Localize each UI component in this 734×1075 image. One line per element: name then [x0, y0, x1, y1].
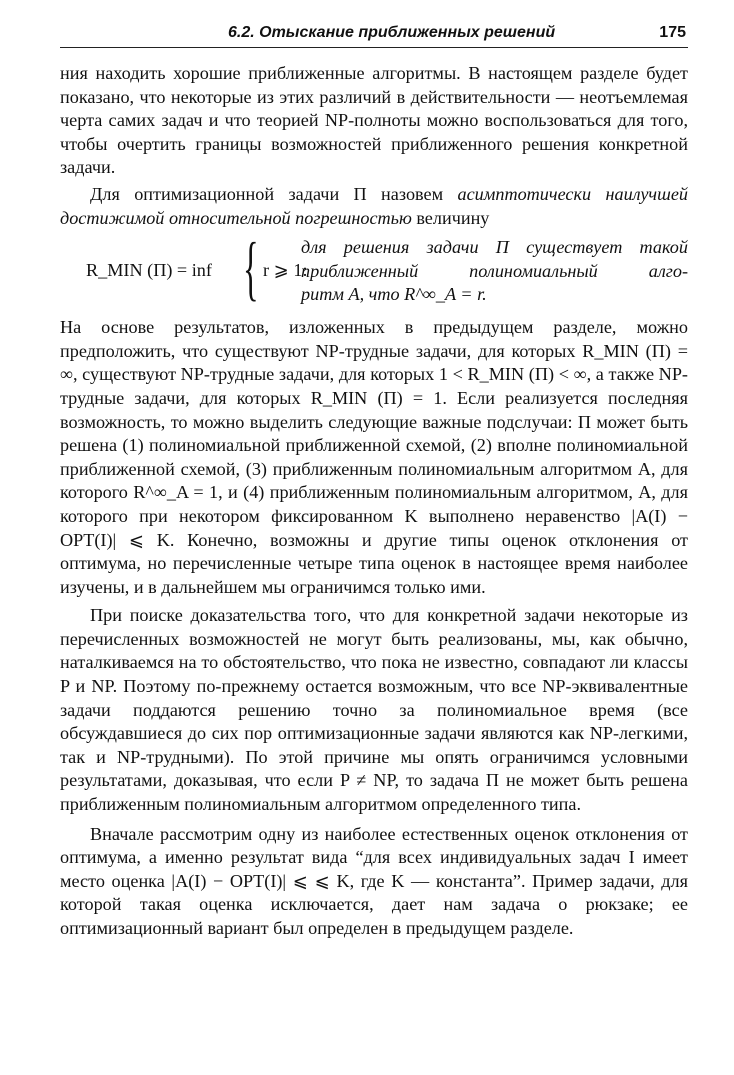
paragraph-4: При поиске доказательства того, что для конкретной задачи некоторые из перечисленных возможностей не могут быть реализованы, мы, как обычно, наталкиваемся на то обстоятельство, что пока не известно, совпадают ли классы P и NP. Поэтому по-прежнему остается возможным, что все NP-эквивалентные задачи поддаются решению точно за полиномиальное время (все обсуждавшиеся до сих пор оптимизационные задачи являются как NP-легкими, так и NP-трудными). По этой причине мы опять ограничимся условными результатами, доказывая, что если P ≠ NP, то задача П не может быть решена приближенным полиномиальным алгоритмом определенного типа.: [60, 605, 688, 815]
formula-line-2: приближенный полиномиальный алго-: [301, 260, 688, 281]
paragraph-1: ния находить хорошие приближенные алгоритмы. В настоящем разделе будет показано, что некоторые из этих различий в действительности — неотъемлемая черта самих задач и что теорией NP-полноты можно воспользоваться для того, чтобы очертить границы возможностей приближенного решения конкретной задачи.: [60, 63, 688, 178]
formula-condition: r ⩾ 1:: [263, 260, 308, 281]
page-number: 175: [659, 24, 686, 41]
formula-lhs: R_MIN (П) = inf: [86, 260, 212, 281]
defined-term: асимптотически наилучшей достижимой относительной погрешностью: [60, 183, 688, 228]
section-title: 6.2. Отыскание приближенных решений: [228, 24, 556, 41]
paragraph-3: На основе результатов, изложенных в предыдущем разделе, можно предположить, что существуют NP-трудные задачи, для которых R_MIN (П) = ∞, существуют NP-трудные задачи, для которых 1 < R_MIN (П) < ∞, а также NP-трудные задачи, для которых R_MIN (П) = 1. Если реализуется последняя возможность, то можно выделить следующие важные подслучаи: П может быть решена (1) полиномиальной приближенной схемой, (2) вполне полиномиальной приближенной схемой, (3) приближенным полиномиальным алгоритмом A, для которого R^∞_A = 1, и (4) приближенным полиномиальным алгоритмом, A, для которого при некотором фиксированном K выполнено неравенство |A(I) − OPT(I)| ⩽ K. Конечно, возможны и другие типы оценок отклонения от оптимума, но перечисленные четыре типа оценок в настоящее время наиболее изучены, и в дальнейшем мы ограничимся только ими.: [60, 317, 688, 597]
running-header: [60, 24, 688, 48]
left-brace: {: [243, 228, 259, 309]
paragraph-5: Вначале рассмотрим одну из наиболее естественных оценок отклонения от оптимума, а именно результат вида “для всех индивидуальных задач I имеет место оценка |A(I) − OPT(I)| ⩽ ⩽ K, где K — константа”. Пример задачи, для которой такая оценка исключается, дает нам задача о рюкзаке; ее оптимизационный вариант был определен в предыдущем разделе.: [60, 823, 688, 938]
formula-set-description: [301, 236, 688, 307]
body-text: [60, 62, 688, 941]
header-rule: [60, 47, 688, 48]
formula-line-3: ритм A, что R^∞_A = r.: [301, 284, 487, 305]
paragraph-2-tail: величину: [416, 207, 490, 228]
formula-line-1: для решения задачи П существует такой: [301, 237, 688, 258]
paragraph-2-lead: Для оптимизационной задачи П назовем: [90, 183, 444, 204]
display-formula: [60, 228, 688, 309]
paragraph-2: [60, 183, 688, 230]
